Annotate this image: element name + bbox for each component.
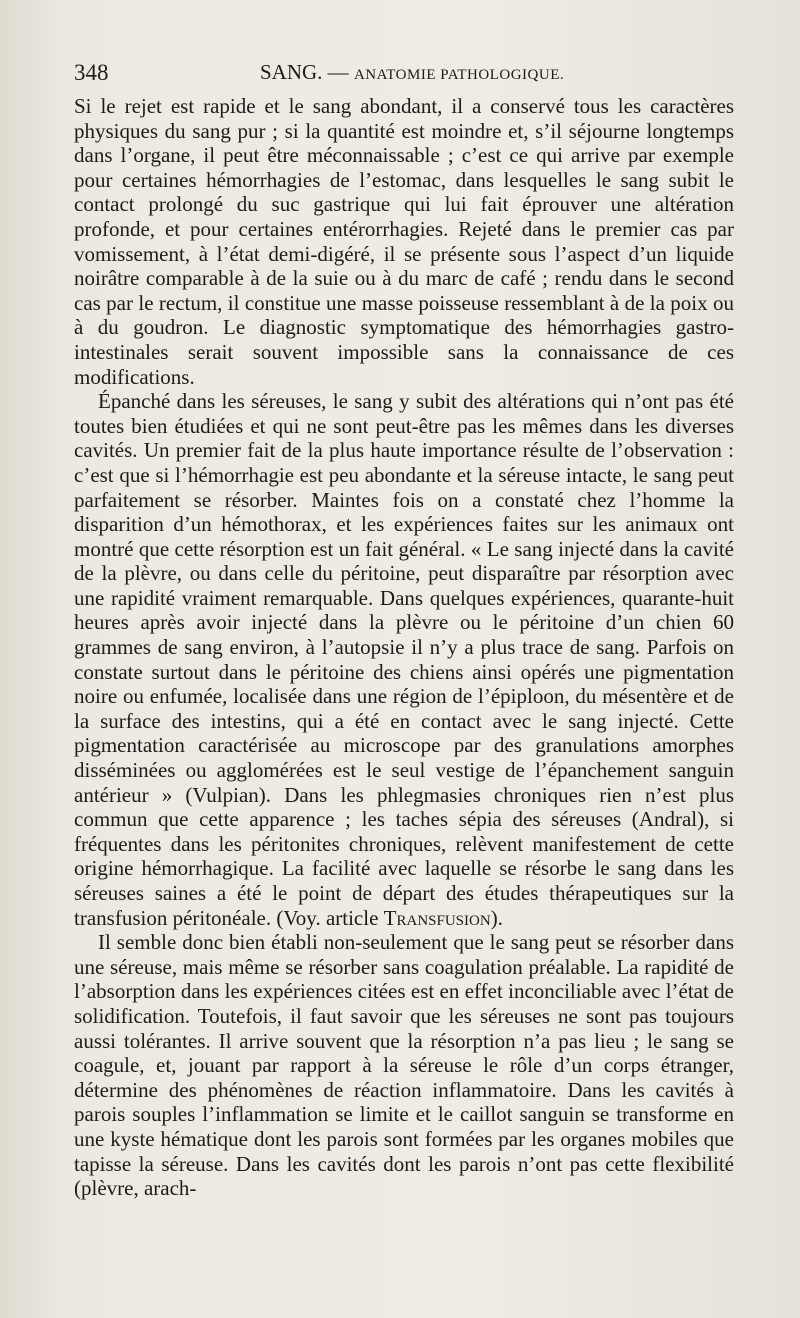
running-title-main: SANG. — [260,60,349,84]
running-title [260,60,564,85]
running-title-sub: ANATOMIE PATHOLOGIQUE. [353,67,565,83]
page-number: 348 [74,60,109,85]
cross-reference-link[interactable]: Transfusion [383,905,491,930]
paragraph-1: Si le rejet est rapide et le sang abondant, il a conservé tous les caractères physiques du sang pur ; si la quantité est moindre et, s’il séjourne longtemps dans l’organe, il peut être méconnaissable ; c’est ce qui arrive par exemple pour certaines hémorrhagies de l’estomac, dans lesquelles le sang subit le contact prolongé du suc gastrique qui lui fait éprouver une altération profonde, et pour certaines entérorrhagies. Rejeté dans le premier cas par vomissement, à l’état demi-digéré, il se présente sous l’aspect d’un liquide noirâtre comparable à de la suie ou à du marc de café ; rendu dans le second cas par le rectum, il constitue une masse poisseuse ressemblant à de la poix ou à du goudron. Le diagnostic symptomatique des hémorrhagies gastro-intestinales serait souvent impossible sans la connaissance de ces modifications. [74,94,734,389]
cross-reference-close: ). [490,905,503,930]
page-header [74,60,734,88]
paragraph-3: Il semble donc bien établi non-seulement que le sang peut se résorber dans une séreuse, mais même se résorber sans coagulation préalable. La rapidité de l’absorption dans les expériences citées est en effet inconciliable avec l’état de solidification. Toutefois, il faut savoir que les séreuses ne sont pas toujours aussi tolérantes. Il arrive souvent que la résorption n’a pas lieu ; le sang se coagule, et, jouant par rapport à la séreuse le rôle d’un corps étranger, détermine des phénomènes de réaction inflammatoire. Dans les cavités à parois souples l’inflammation se limite et le caillot sanguin se transforme en une kyste hématique dont les parois sont formées par les organes mobiles que tapisse la séreuse. Dans les cavités dont les parois n’ont pas cette flexibilité (plèvre, arach- [74,930,734,1201]
paragraph-2-text: Épanché dans les séreuses, le sang y subit des altérations qui n’ont pas été toutes bien étudiées et qui ne sont peut-être pas les mêmes dans les diverses cavités. Un premier fait de la plus haute importance résulte de l’observation : c’est que si l’hémorrhagie est peu abondante et la séreuse intacte, le sang peut parfaitement se résorber. Maintes fois on a constaté chez l’homme la disparition d’un hémothorax, et les expériences faites sur les animaux ont montré que cette résorption est un fait général. « Le sang injecté dans la cavité de la plèvre, ou dans celle du péritoine, peut disparaître par résorption avec une rapidité vraiment remarquable. Dans quelques expériences, quarante-huit heures après avoir injecté dans la plèvre ou le péritoine d’un chien 60 grammes de sang environ, à l’autopsie il n’y a plus trace de sang. Parfois on constate surtout dans le péritoine des chiens ainsi opérés une pigmentation noire ou enfumée, localisée dans une région de l’épiploon, du mésentère et de la surface des intestins, qui a été en contact avec le sang injecté. Cette pigmentation caractérisée au microscope par des granulations amorphes disséminées ou agglomérées est le seul vestige de l’épanchement sanguin antérieur » (Vulpian). Dans les phlegmasies chroniques rien n’est plus commun que cette apparence ; les taches sépia des séreuses (Andral), si fréquentes dans les péritonites chroniques, relèvent manifestement de cette origine hémorrhagique. La facilité avec laquelle se résorbe le sang dans les séreuses saines a été le point de départ des études thérapeutiques sur la transfusion péritonéale. (Voy. article [74,389,734,930]
body-text [74,94,734,1201]
paragraph-2 [74,389,734,930]
